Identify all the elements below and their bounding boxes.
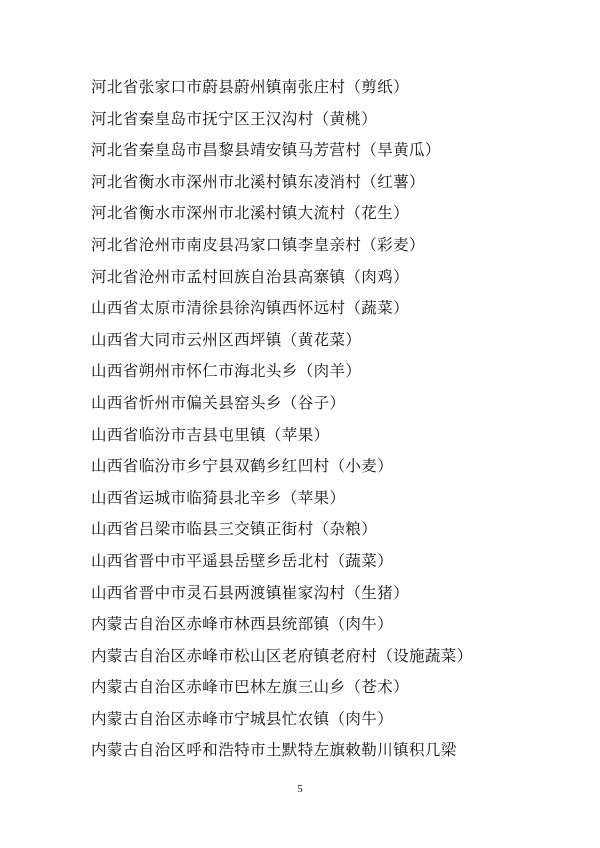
list-item: 河北省秦皇岛市抚宁区王汉沟村（黄桃）	[91, 109, 378, 128]
list-item: 内蒙古自治区赤峰市巴林左旗三山乡（苍术）	[91, 678, 410, 697]
list-item: 山西省朔州市怀仁市海北头乡（肉羊）	[91, 362, 362, 381]
list-item: 河北省沧州市孟村回族自治县高寨镇（肉鸡）	[91, 267, 410, 286]
list-item: 内蒙古自治区赤峰市宁城县忙农镇（肉牛）	[91, 709, 394, 728]
page-number: 5	[297, 783, 303, 795]
list-item: 山西省临汾市吉县屯里镇（苹果）	[91, 425, 330, 444]
list-item: 山西省运城市临猗县北辛乡（苹果）	[91, 488, 346, 507]
list-item: 山西省太原市清徐县徐沟镇西怀远村（蔬菜）	[91, 299, 410, 318]
list-item: 河北省衡水市深州市北溪村镇大流村（花生）	[91, 204, 410, 223]
list-item: 河北省衡水市深州市北溪村镇东凌消村（红薯）	[91, 172, 425, 191]
list-item: 内蒙古自治区赤峰市松山区老府镇老府村（设施蔬菜）	[91, 646, 473, 665]
entry-list	[91, 72, 561, 767]
list-item: 山西省忻州市偏关县窑头乡（谷子）	[91, 393, 346, 412]
list-item: 河北省沧州市南皮县冯家口镇李皇亲村（彩麦）	[91, 235, 425, 254]
list-item: 山西省吕梁市临县三交镇正街村（杂粮）	[91, 520, 378, 539]
list-item: 山西省晋中市灵石县两渡镇崔家沟村（生猪）	[91, 583, 410, 602]
list-item: 河北省张家口市蔚县蔚州镇南张庄村（剪纸）	[91, 78, 410, 96]
list-item: 内蒙古自治区赤峰市林西县统部镇（肉牛）	[91, 615, 394, 634]
list-item: 河北省秦皇岛市昌黎县靖安镇马芳营村（旱黄瓜）	[91, 141, 441, 160]
list-item: 山西省大同市云州区西坪镇（黄花菜）	[91, 330, 362, 349]
list-item: 内蒙古自治区呼和浩特市土默特左旗敕勒川镇积几梁	[91, 741, 457, 760]
list-item: 山西省晋中市平遥县岳壁乡岳北村（蔬菜）	[91, 551, 394, 570]
list-item: 山西省临汾市乡宁县双鹤乡红凹村（小麦）	[91, 457, 394, 476]
